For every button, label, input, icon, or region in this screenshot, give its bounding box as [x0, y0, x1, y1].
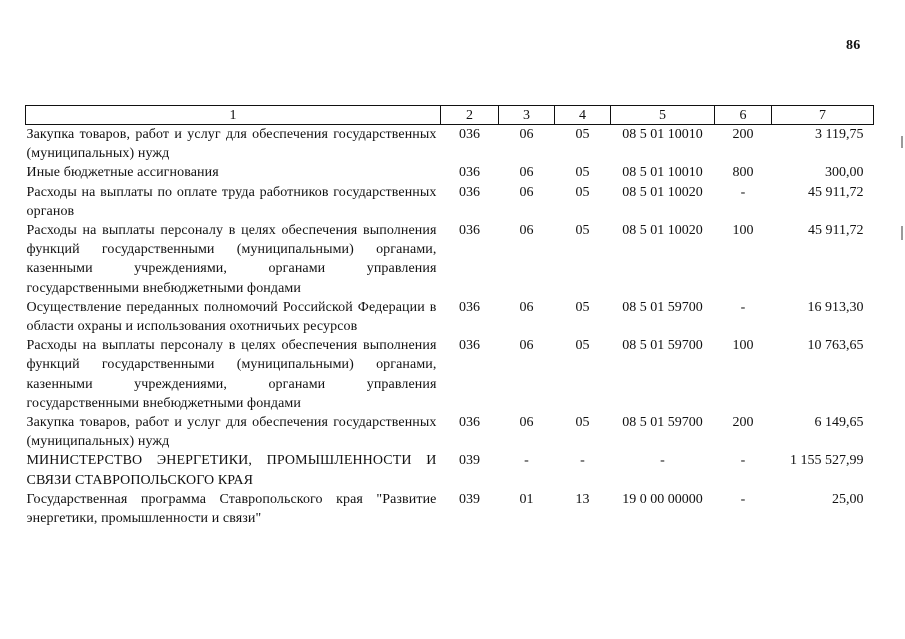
- row-sum: 16 913,30: [807, 299, 864, 315]
- row-ved: 036: [459, 184, 480, 200]
- row-ved: 036: [459, 338, 480, 354]
- table-row: [26, 298, 874, 336]
- row-pr: 05: [575, 127, 590, 142]
- row-rz: 06: [519, 165, 534, 181]
- table-row: [26, 163, 874, 182]
- row-name: Иные бюджетные ассигнования: [26, 165, 219, 181]
- row-vr: -: [740, 491, 746, 507]
- table-body: [26, 125, 874, 529]
- table-row: [26, 490, 874, 528]
- row-name: Расходы на выплаты персоналу в целях обеспечения выполнения функций государственными (муниципальными) органами, казенными учреждениями, органами управления государственными внебюджетными фондами: [26, 338, 437, 411]
- header-col-7: 7: [772, 106, 874, 125]
- row-rz: 06: [519, 127, 534, 142]
- table-row: [26, 336, 874, 413]
- row-rz: -: [524, 453, 529, 469]
- header-col-6: 6: [715, 106, 772, 125]
- table-row: [26, 125, 874, 164]
- row-vr: 100: [732, 338, 754, 354]
- row-name: Расходы на выплаты по оплате труда работников государственных органов: [26, 184, 437, 219]
- row-csr: 08 5 01 59700: [622, 415, 703, 431]
- table-row: [26, 221, 874, 298]
- row-sum: 1 155 527,99: [790, 453, 864, 469]
- row-sum: 25,00: [832, 491, 864, 507]
- row-name: МИНИСТЕРСТВО ЭНЕРГЕТИКИ, ПРОМЫШЛЕННОСТИ И СВЯЗИ СТАВРОПОЛЬСКОГО КРАЯ: [26, 453, 437, 488]
- row-sum: 45 911,72: [808, 184, 864, 200]
- row-sum: 45 911,72: [808, 223, 864, 239]
- row-csr: 08 5 01 10020: [622, 223, 703, 239]
- row-ved: 036: [459, 165, 480, 181]
- table-row: [26, 451, 874, 489]
- page-number: 86: [846, 38, 861, 53]
- row-name: Закупка товаров, работ и услуг для обеспечения государственных (муниципальных) нужд: [26, 415, 437, 450]
- row-vr: -: [740, 299, 746, 315]
- row-vr: -: [740, 184, 746, 200]
- row-csr: 08 5 01 10020: [622, 184, 703, 200]
- row-ved: 039: [459, 453, 480, 469]
- row-rz: 06: [519, 338, 534, 354]
- row-ved: 036: [459, 223, 480, 239]
- row-pr: 13: [575, 491, 590, 507]
- row-ved: 036: [459, 127, 480, 142]
- row-name: Государственная программа Ставропольского края "Развитие энергетики, промышленности и связи": [26, 491, 437, 527]
- row-vr: 800: [732, 165, 754, 181]
- row-rz: 06: [519, 184, 534, 200]
- row-csr: 19 0 00 00000: [622, 491, 703, 507]
- row-pr: 05: [575, 299, 590, 315]
- row-pr: 05: [575, 415, 590, 431]
- row-rz: 06: [519, 415, 534, 431]
- row-csr: 08 5 01 10010: [622, 127, 703, 142]
- row-sum: 6 149,65: [814, 415, 864, 431]
- row-pr: -: [580, 453, 585, 469]
- row-csr: 08 5 01 10010: [622, 165, 703, 181]
- header-col-5: 5: [611, 106, 715, 125]
- row-vr: 200: [732, 127, 754, 142]
- row-rz: 06: [519, 223, 534, 239]
- row-csr: 08 5 01 59700: [622, 299, 703, 315]
- row-vr: -: [740, 453, 746, 469]
- header-col-1: 1: [26, 106, 441, 125]
- row-name: Расходы на выплаты персоналу в целях обеспечения выполнения функций государственными (муниципальными) органами, казенными учреждениями, органами управления государственными внебюджетными фондами: [26, 223, 437, 296]
- row-sum: 10 763,65: [807, 338, 864, 354]
- row-csr: 08 5 01 59700: [622, 338, 703, 354]
- row-name: Закупка товаров, работ и услуг для обеспечения государственных (муниципальных) нужд: [26, 127, 437, 162]
- row-name: Осуществление переданных полномочий Российской Федерации в области охраны и использования охотничьих ресурсов: [26, 299, 437, 335]
- row-pr: 05: [575, 223, 590, 239]
- row-ved: 036: [459, 415, 480, 431]
- table-row: [26, 413, 874, 451]
- row-ved: 039: [459, 491, 480, 507]
- row-vr: 100: [732, 223, 754, 239]
- row-vr: 200: [732, 415, 754, 431]
- table-row: [26, 183, 874, 221]
- row-sum: 300,00: [825, 165, 864, 181]
- row-pr: 05: [575, 165, 590, 181]
- header-row: [26, 106, 874, 125]
- table-header: [26, 106, 874, 125]
- header-col-2: 2: [441, 106, 499, 125]
- row-pr: 05: [575, 184, 590, 200]
- scan-edge-mark: [901, 136, 903, 148]
- header-col-4: 4: [555, 106, 611, 125]
- row-sum: 3 119,75: [815, 127, 864, 142]
- scan-edge-mark: [901, 226, 903, 240]
- row-ved: 036: [459, 299, 480, 315]
- row-pr: 05: [575, 338, 590, 354]
- row-rz: 01: [519, 491, 534, 507]
- budget-table: [25, 105, 874, 528]
- row-rz: 06: [519, 299, 534, 315]
- row-csr: -: [660, 453, 665, 469]
- header-col-3: 3: [499, 106, 555, 125]
